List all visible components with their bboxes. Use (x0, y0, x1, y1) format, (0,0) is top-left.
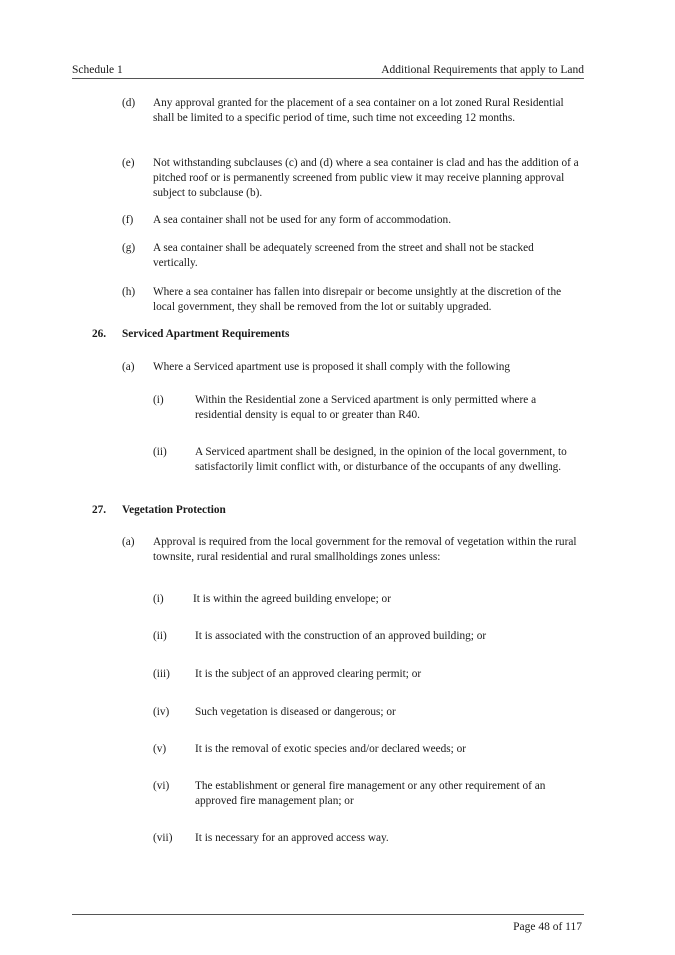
item-text: A sea container shall not be used for any form of accommodation. (153, 214, 452, 226)
item-text: Not withstanding subclauses (c) and (d) where a sea container is clad and has the addition of a pitched roof or is permanently screened from public view it may receive planning approval subject to subclause (b). (153, 157, 579, 199)
subclause-label: (i) (153, 394, 164, 406)
footer-rule (72, 914, 584, 915)
item-text: Any approval granted for the placement of a sea container on a lot zoned Rural Residential shall be limited to a specific period of time, such time not exceeding 12 months. (153, 97, 564, 124)
item-label: (d) (122, 97, 136, 109)
item-label: (f) (122, 214, 134, 226)
section-title: Serviced Apartment Requirements (122, 328, 290, 340)
item-text: Where a sea container has fallen into disrepair or become unsightly at the discretion of the local government, they shall be removed from the lot or suitably upgraded. (153, 286, 562, 313)
item-label: (e) (122, 157, 135, 169)
header-schedule: Schedule 1 (72, 64, 123, 76)
subclause-text: It is the subject of an approved clearing permit; or (195, 668, 422, 680)
section-title: Vegetation Protection (122, 504, 226, 516)
header-title: Additional Requirements that apply to Land (381, 64, 584, 76)
subclause-label: (vi) (153, 780, 170, 792)
subclause-text: A Serviced apartment shall be designed, in the opinion of the local government, to satisfactorily limit conflict with, or disturbance of the occupants of any dwelling. (195, 446, 567, 473)
section-number: 27. (92, 504, 107, 516)
subclause-text: Within the Residential zone a Serviced apartment is only permitted where a residential density is equal to or greater than R40. (195, 394, 537, 421)
subclause-label: (v) (153, 743, 167, 755)
subclause-text: The establishment or general fire management or any other requirement of an approved fire management plan; or (195, 780, 546, 807)
subclause-label: (ii) (153, 446, 167, 458)
clause-label: (a) (122, 361, 135, 373)
subclause-text: Such vegetation is diseased or dangerous; or (195, 706, 396, 718)
subclause-text: It is associated with the construction of an approved building; or (195, 630, 487, 642)
subclause-text: It is within the agreed building envelope; or (193, 593, 391, 605)
subclause-label: (iv) (153, 706, 170, 718)
subclause-label: (i) (153, 593, 164, 605)
subclause-text: It is necessary for an approved access way. (195, 832, 389, 844)
header-rule (72, 78, 584, 79)
item-label: (h) (122, 286, 136, 298)
clause-label: (a) (122, 536, 135, 548)
section-number: 26. (92, 328, 107, 340)
page-number: Page 48 of 117 (513, 921, 582, 933)
item-label: (g) (122, 242, 136, 254)
subclause-label: (vii) (153, 832, 173, 844)
clause-text: Where a Serviced apartment use is proposed it shall comply with the following (153, 361, 511, 373)
item-text: A sea container shall be adequately screened from the street and shall not be stacked vertically. (153, 242, 534, 269)
subclause-label: (iii) (153, 668, 170, 680)
subclause-text: It is the removal of exotic species and/or declared weeds; or (195, 743, 467, 755)
subclause-label: (ii) (153, 630, 167, 642)
clause-text: Approval is required from the local government for the removal of vegetation within the rural townsite, rural residential and rural smallholdings zones unless: (153, 536, 577, 563)
